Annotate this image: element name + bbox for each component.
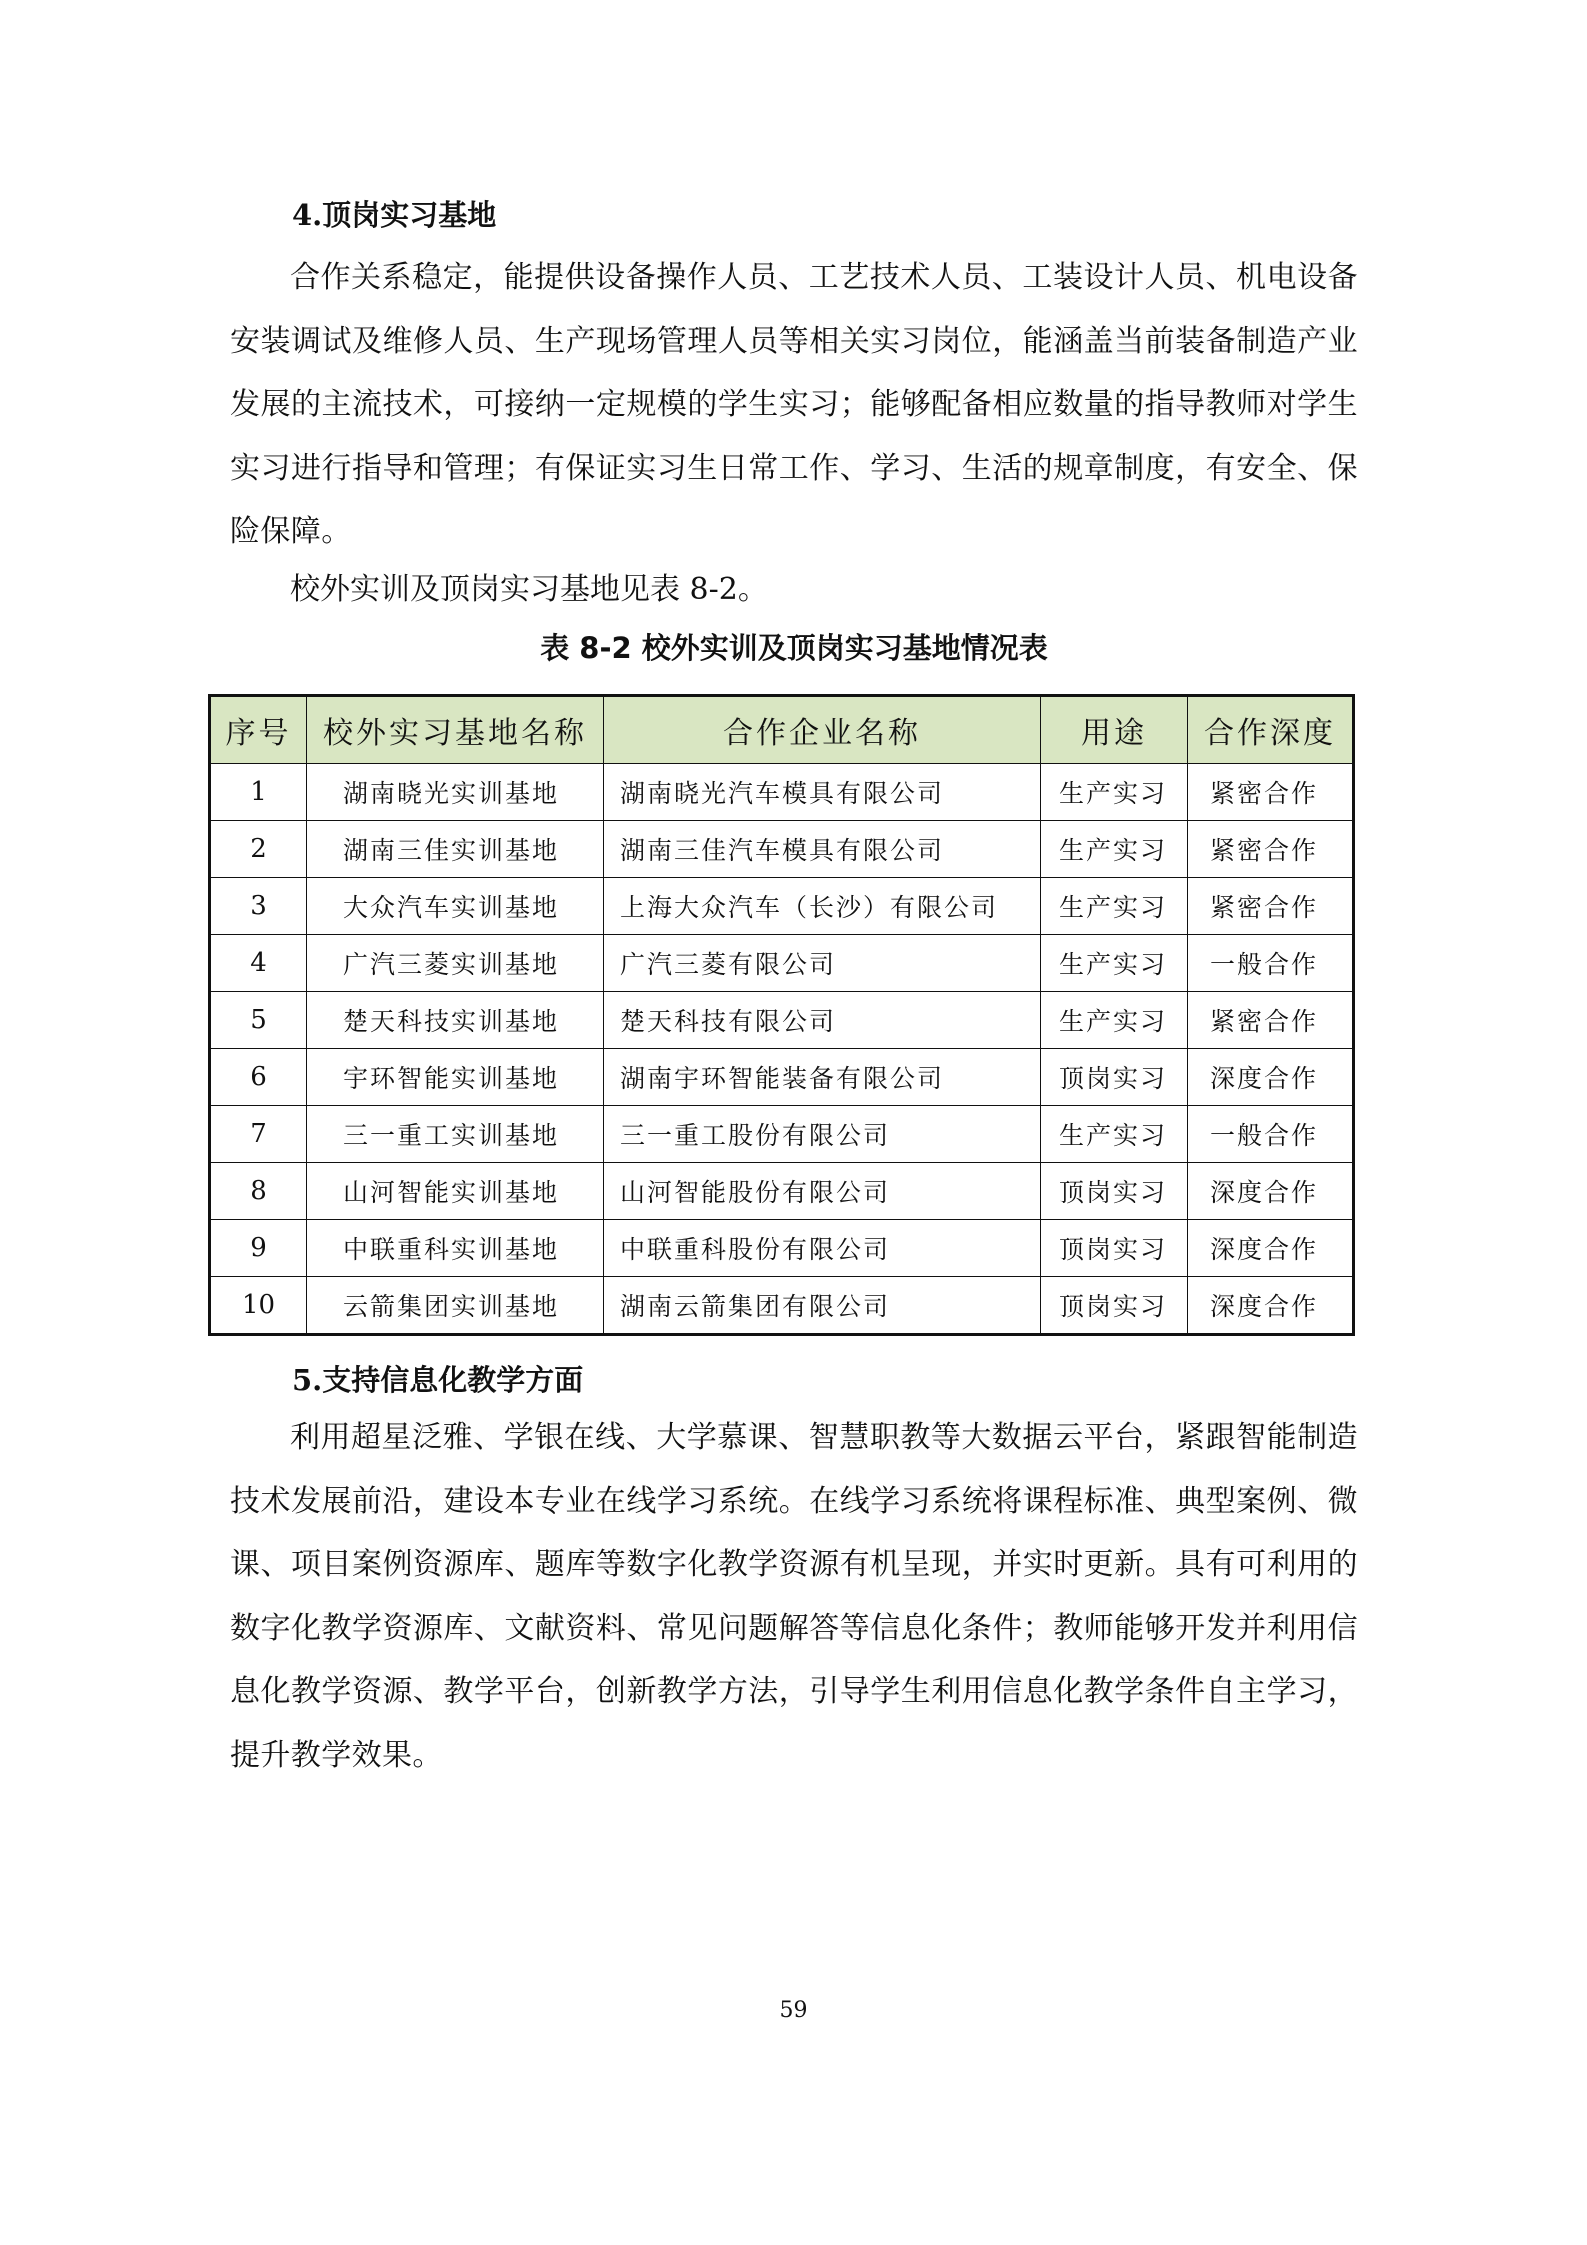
table-row	[210, 1106, 1354, 1163]
table-row	[210, 935, 1354, 992]
header-company-name: 合作企业名称	[604, 696, 1041, 764]
page-number: 59	[779, 1998, 808, 2023]
section-4-heading: 4.顶岗实习基地	[292, 198, 497, 232]
cell-cooperation-depth: 一般合作	[1188, 1106, 1354, 1163]
cell-company-name: 湖南云箭集团有限公司	[604, 1277, 1041, 1335]
table-row	[210, 1049, 1354, 1106]
table-caption: 表 8-2 校外实训及顶岗实习基地情况表	[540, 631, 1048, 665]
cell-purpose: 顶岗实习	[1041, 1220, 1188, 1277]
cell-base-name: 楚天科技实训基地	[307, 992, 604, 1049]
cell-base-name: 广汽三菱实训基地	[307, 935, 604, 992]
cell-base-name: 云箭集团实训基地	[307, 1277, 604, 1335]
section-5-paragraph: 利用超星泛雅、学银在线、大学慕课、智慧职教等大数据云平台，紧跟智能制造技术发展前沿，建设本专业在线学习系统。在线学习系统将课程标准、典型案例、微课、项目案例资源库、题库等数字化教学资源有机呈现，并实时更新。具有可利用的数字化教学资源库、文献资料、常见问题解答等信息化条件；教师能够开发并利用信息化教学资源、教学平台，创新教学方法，引导学生利用信息化教学条件自主学习，提升教学效果。	[230, 1420, 1358, 1773]
cell-cooperation-depth: 深度合作	[1188, 1220, 1354, 1277]
cell-base-name: 三一重工实训基地	[307, 1106, 604, 1163]
table-header-row	[210, 696, 1354, 764]
table-reference-text: 校外实训及顶岗实习基地见表 8-2。	[290, 572, 768, 607]
cell-index: 3	[210, 878, 307, 935]
cell-company-name: 广汽三菱有限公司	[604, 935, 1041, 992]
cell-base-name: 湖南三佳实训基地	[307, 821, 604, 878]
practice-bases-table	[208, 694, 1355, 1336]
cell-base-name: 中联重科实训基地	[307, 1220, 604, 1277]
cell-purpose: 生产实习	[1041, 1106, 1188, 1163]
cell-cooperation-depth: 紧密合作	[1188, 878, 1354, 935]
cell-index: 9	[210, 1220, 307, 1277]
cell-purpose: 生产实习	[1041, 992, 1188, 1049]
header-purpose: 用途	[1041, 696, 1188, 764]
cell-index: 5	[210, 992, 307, 1049]
header-base-name: 校外实习基地名称	[307, 696, 604, 764]
cell-company-name: 中联重科股份有限公司	[604, 1220, 1041, 1277]
cell-base-name: 宇环智能实训基地	[307, 1049, 604, 1106]
cell-base-name: 湖南晓光实训基地	[307, 764, 604, 821]
cell-index: 2	[210, 821, 307, 878]
section-5-heading: 5.支持信息化教学方面	[292, 1363, 584, 1397]
cell-purpose: 顶岗实习	[1041, 1277, 1188, 1335]
cell-base-name: 大众汽车实训基地	[307, 878, 604, 935]
table-row	[210, 1220, 1354, 1277]
cell-company-name: 湖南晓光汽车模具有限公司	[604, 764, 1041, 821]
cell-purpose: 顶岗实习	[1041, 1049, 1188, 1106]
cell-company-name: 湖南三佳汽车模具有限公司	[604, 821, 1041, 878]
cell-purpose: 生产实习	[1041, 764, 1188, 821]
cell-index: 1	[210, 764, 307, 821]
header-index: 序号	[210, 696, 307, 764]
cell-cooperation-depth: 紧密合作	[1188, 764, 1354, 821]
cell-index: 4	[210, 935, 307, 992]
table-row	[210, 1163, 1354, 1220]
cell-cooperation-depth: 紧密合作	[1188, 992, 1354, 1049]
table-row	[210, 1277, 1354, 1335]
cell-index: 8	[210, 1163, 307, 1220]
cell-company-name: 楚天科技有限公司	[604, 992, 1041, 1049]
table-row	[210, 878, 1354, 935]
cell-company-name: 上海大众汽车（长沙）有限公司	[604, 878, 1041, 935]
header-cooperation-depth: 合作深度	[1188, 696, 1354, 764]
table-row	[210, 764, 1354, 821]
table-row	[210, 992, 1354, 1049]
cell-purpose: 顶岗实习	[1041, 1163, 1188, 1220]
cell-purpose: 生产实习	[1041, 821, 1188, 878]
cell-index: 7	[210, 1106, 307, 1163]
table-row	[210, 821, 1354, 878]
cell-company-name: 三一重工股份有限公司	[604, 1106, 1041, 1163]
section-4-paragraph: 合作关系稳定，能提供设备操作人员、工艺技术人员、工装设计人员、机电设备安装调试及维修人员、生产现场管理人员等相关实习岗位，能涵盖当前装备制造产业发展的主流技术，可接纳一定规模的学生实习；能够配备相应数量的指导教师对学生实习进行指导和管理；有保证实习生日常工作、学习、生活的规章制度，有安全、保险保障。	[230, 260, 1358, 549]
cell-purpose: 生产实习	[1041, 878, 1188, 935]
cell-index: 10	[210, 1277, 307, 1335]
cell-company-name: 山河智能股份有限公司	[604, 1163, 1041, 1220]
cell-cooperation-depth: 深度合作	[1188, 1163, 1354, 1220]
cell-company-name: 湖南宇环智能装备有限公司	[604, 1049, 1041, 1106]
cell-purpose: 生产实习	[1041, 935, 1188, 992]
cell-cooperation-depth: 深度合作	[1188, 1277, 1354, 1335]
cell-cooperation-depth: 深度合作	[1188, 1049, 1354, 1106]
cell-base-name: 山河智能实训基地	[307, 1163, 604, 1220]
cell-index: 6	[210, 1049, 307, 1106]
cell-cooperation-depth: 一般合作	[1188, 935, 1354, 992]
cell-cooperation-depth: 紧密合作	[1188, 821, 1354, 878]
